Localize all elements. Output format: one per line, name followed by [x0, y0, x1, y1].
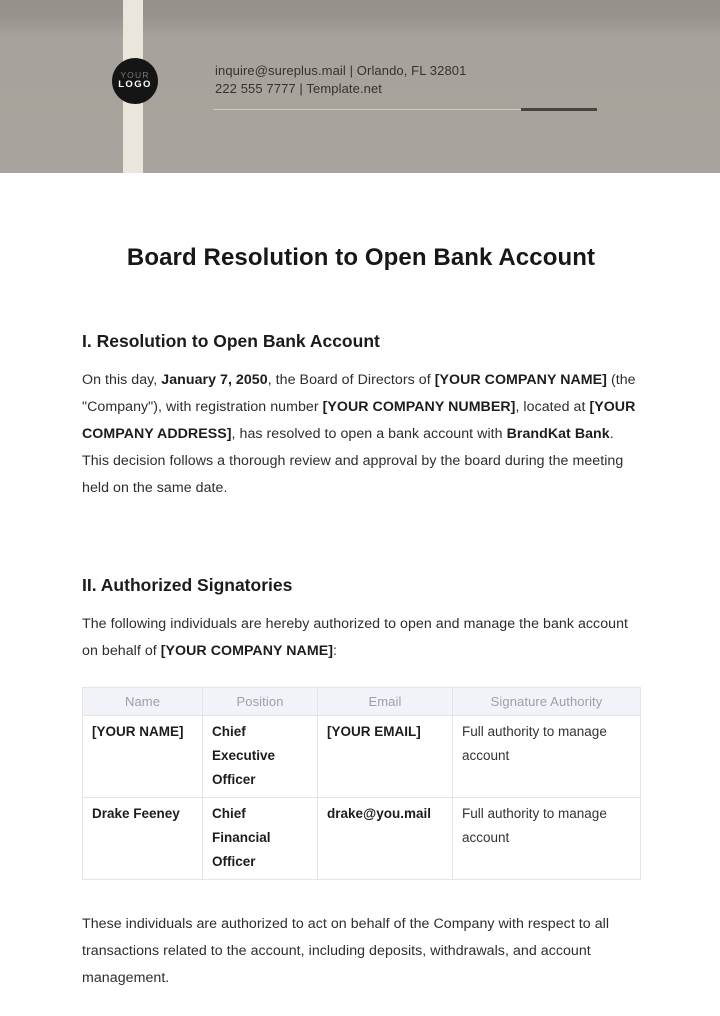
signatories-table [82, 687, 641, 880]
paragraph-text: On this day, [82, 372, 162, 388]
table-cell: [YOUR EMAIL] [318, 716, 453, 798]
paragraph-text: . This decision follows a thorough review and approval by the board during the meeting held on the same date. [82, 426, 624, 496]
placeholder-bold-text: January 7, 2050 [161, 372, 268, 388]
signatories-table-head [83, 688, 641, 716]
paragraph-text: The following individuals are hereby authorized to open and manage the bank account on behalf of [82, 616, 629, 659]
table-column-header: Position [203, 688, 318, 716]
table-column-header: Signature Authority [453, 688, 641, 716]
paragraph-text: (the "Company"), with registration number [82, 372, 636, 415]
paragraph-text: , the Board of Directors of [267, 372, 435, 388]
paragraph-text: , has resolved to open a bank account with [231, 426, 507, 442]
contact-line-email-address: inquire@sureplus.mail | Orlando, FL 32801 [215, 63, 467, 78]
placeholder-bold-text: [YOUR COMPANY NAME] [434, 372, 607, 388]
table-column-header: Email [318, 688, 453, 716]
spacer [82, 880, 640, 911]
section-2-closing-paragraph [82, 911, 640, 992]
placeholder-bold-text: [YOUR COMPANY ADDRESS] [82, 399, 636, 442]
paragraph-text: These individuals are authorized to act on behalf of the Company with respect to all transactions related to the account, including deposits, withdrawals, and account management. [82, 916, 610, 986]
section-1-heading: I. Resolution to Open Bank Account [82, 331, 380, 351]
header-divider-line [213, 109, 525, 110]
paragraph-text: , located at [515, 399, 590, 415]
paragraph-text: : [333, 643, 338, 659]
signatories-table-body [83, 716, 641, 880]
table-cell: Drake Feeney [83, 798, 203, 880]
section-1-paragraph [82, 367, 640, 502]
placeholder-bold-text: [YOUR COMPANY NUMBER] [322, 399, 516, 415]
table-cell: Chief Financial Officer [203, 798, 318, 880]
logo-text-your: YOUR [120, 70, 150, 81]
table-cell: Full authority to manage account [453, 798, 641, 880]
table-column-header: Name [83, 688, 203, 716]
section-2-heading: II. Authorized Signatories [82, 575, 293, 595]
document-title: Board Resolution to Open Bank Account [126, 244, 596, 271]
table-cell: drake@you.mail [318, 798, 453, 880]
document-body [0, 243, 720, 992]
spacer [82, 502, 640, 538]
company-logo [112, 58, 158, 104]
table-row [83, 798, 641, 880]
table-row [83, 716, 641, 798]
placeholder-bold-text: BrandKat Bank [506, 426, 610, 442]
contact-info [215, 62, 466, 97]
table-cell: [YOUR NAME] [83, 716, 203, 798]
table-header-row [83, 688, 641, 716]
spacer [82, 665, 640, 687]
contact-line-phone-web: 222 555 7777 | Template.net [215, 80, 383, 96]
placeholder-bold-text: [YOUR COMPANY NAME] [160, 643, 334, 659]
table-cell: Chief Executive Officer [203, 716, 318, 798]
header-divider-accent [521, 108, 597, 111]
table-cell: Full authority to manage account [453, 716, 641, 798]
section-2-intro-paragraph [82, 611, 640, 665]
logo-text-logo: LOGO [118, 79, 152, 91]
letterhead-banner [0, 0, 720, 173]
